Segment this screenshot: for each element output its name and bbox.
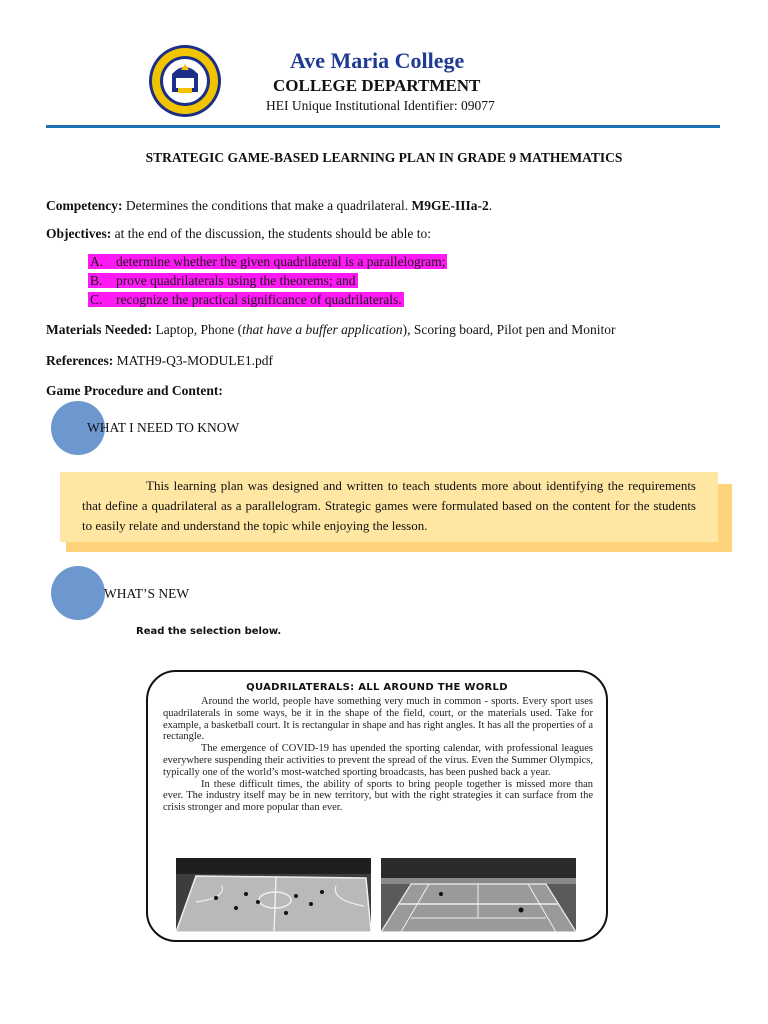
objective-item (88, 273, 358, 289)
materials-text: Laptop, Phone ( (152, 322, 243, 337)
references-line (46, 353, 273, 369)
procedure-label: Game Procedure and Content: (46, 383, 223, 398)
section-bullet-circle (51, 566, 105, 620)
document-title: STRATEGIC GAME-BASED LEARNING PLAN IN GRADE 9 MATHEMATICS (145, 150, 623, 165)
department-name: COLLEGE DEPARTMENT (273, 76, 481, 95)
competency-label: Competency: (46, 198, 123, 213)
tennis-court-photo (381, 858, 576, 932)
section-whats-new: WHAT’S NEW (104, 586, 190, 601)
references-text: MATH9-Q3-MODULE1.pdf (113, 353, 273, 368)
college-name: Ave Maria College (290, 48, 465, 73)
section-need-to-know: WHAT I NEED TO KNOW (87, 420, 240, 435)
selection-paragraph: The emergence of COVID-19 has upended the sporting calendar, with professional leagues everywhere suspending their activities to prevent the spread of the virus. Even the Summer Olympics, typically one of the world’s most-watched sporting broadcasts, has been pushed back a year. (163, 743, 593, 778)
objective-letter: B. (90, 273, 103, 288)
materials-italic: that have a buffer application (242, 322, 403, 337)
competency-end: . (488, 198, 493, 213)
objectives-line (46, 226, 431, 242)
materials-text-end: ), Scoring board, Pilot pen and Monitor (402, 322, 616, 337)
college-seal-logo (148, 44, 222, 118)
competency-text: Determines the conditions that make a quadrilateral. (122, 198, 412, 213)
materials-line (46, 322, 616, 338)
objective-letter: C. (90, 292, 103, 307)
materials-label: Materials Needed: (46, 322, 153, 337)
selection-paragraph: In these difficult times, the ability of sports to bring people together is missed more than ever. The industry itself may be in new territory, but with the right strategies it can surface from the crisis stronger and more popular than ever. (163, 778, 593, 814)
selection-body (163, 696, 593, 814)
competency-code: M9GE-IIIa-2 (411, 198, 489, 213)
objective-text: prove quadrilaterals using the theorems; and (116, 273, 356, 288)
references-label: References: (46, 353, 114, 368)
procedure-heading (46, 383, 223, 399)
read-instruction: Read the selection below. (136, 626, 282, 637)
header-divider (46, 125, 720, 128)
objectives-text: at the end of the discussion, the students should be able to: (111, 226, 432, 241)
objective-text: determine whether the given quadrilateral is a parallelogram; (116, 254, 446, 269)
objectives-label: Objectives: (46, 226, 112, 241)
learning-plan-note (60, 472, 718, 542)
objective-item (88, 292, 404, 308)
note-text: This learning plan was designed and written to teach students more about identifying the requirements that define a quadrilateral as a parallelogram. Strategic games were formulated based on the content for the students to easily relate and understand the topic while enjoying the lesson. (82, 478, 696, 533)
competency-line (46, 198, 492, 214)
objective-item (88, 254, 447, 270)
objective-text: recognize the practical significance of quadrilaterals. (116, 292, 402, 307)
basketball-court-photo (176, 858, 371, 932)
selection-title: QUADRILATERALS: ALL AROUND THE WORLD (246, 682, 508, 693)
hei-identifier: HEI Unique Institutional Identifier: 09077 (266, 98, 495, 113)
selection-paragraph: Around the world, people have something very much in common - sports. Every sport uses quadrilaterals in some ways, be it in the shape of the field, court, or the materials used. Take for example, a basketball court. It is rectangular in shape and has right angles. It has all the properties of a rectangle. (163, 696, 593, 743)
objective-letter: A. (90, 254, 104, 269)
